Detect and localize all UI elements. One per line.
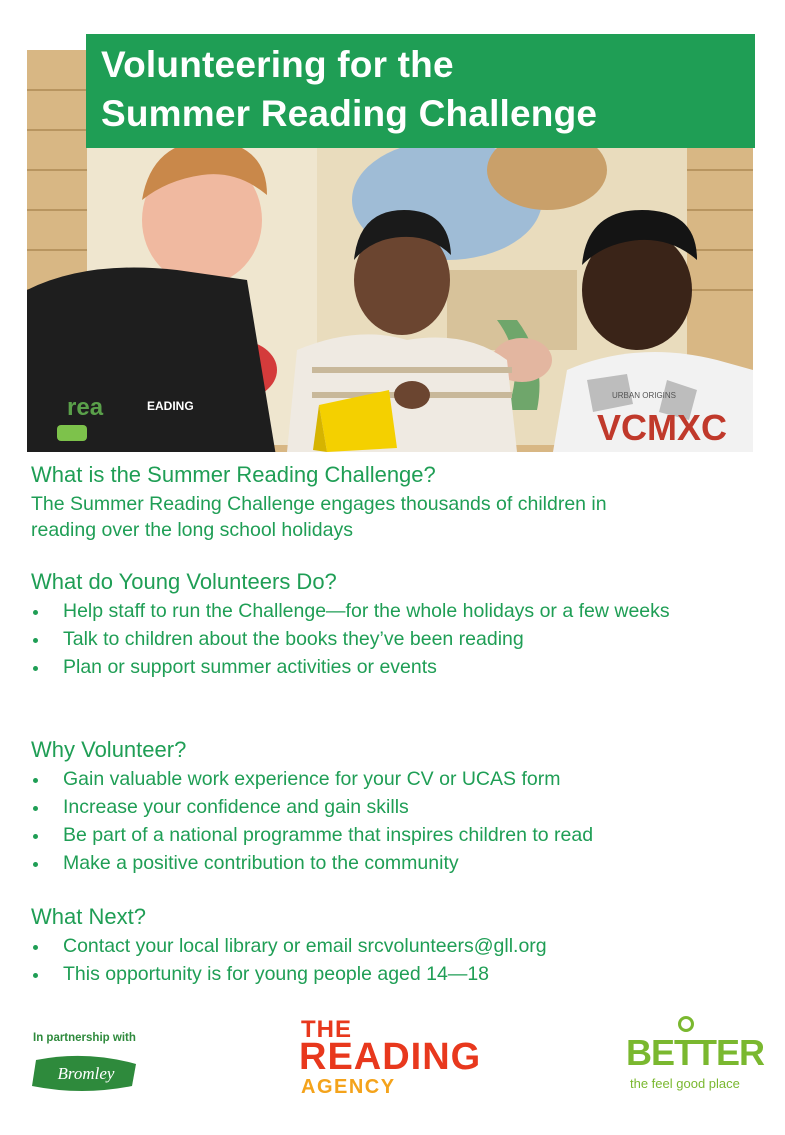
footer-logos — [0, 1010, 785, 1120]
reading-agency-agency: AGENCY — [301, 1076, 396, 1098]
list-item-text: Increase your confidence and gain skills — [63, 796, 409, 818]
boy-shirt-text: VCMXC — [597, 407, 728, 448]
better-logo — [622, 1014, 764, 1104]
bullet-icon — [33, 666, 38, 671]
list-item-text: Make a positive contribution to the community — [63, 852, 459, 874]
list-item — [31, 795, 761, 820]
list-item-text: This opportunity is for young people aged 14—18 — [63, 963, 490, 985]
better-logo-word: BETTER — [626, 1032, 764, 1073]
bullet-icon — [33, 610, 38, 615]
adult-shirt-text: EADING — [147, 399, 194, 413]
bullet-icon — [33, 638, 38, 643]
list-item-text: Talk to children about the books they’ve been reading — [63, 628, 524, 650]
partnership-label: In partnership with — [33, 1032, 136, 1044]
better-tagline: the feel good place — [630, 1076, 740, 1091]
list-item — [31, 655, 761, 680]
bullet-list — [31, 599, 761, 680]
section-heading: What do Young Volunteers Do? — [31, 569, 337, 594]
bullet-icon — [33, 862, 38, 867]
list-item-text: Be part of a national programme that inspires children to read — [63, 824, 594, 846]
bullet-list — [31, 767, 761, 876]
list-item — [31, 767, 761, 792]
list-item-text: Contact your local library or email srcvolunteers@gll.org — [63, 935, 547, 957]
section-heading: What is the Summer Reading Challenge? — [31, 462, 436, 487]
bullet-icon — [33, 945, 38, 950]
bullet-list — [31, 934, 761, 987]
list-item-text: Gain valuable work experience for your CV or UCAS form — [63, 768, 561, 790]
list-item — [31, 599, 761, 624]
section-what-is — [31, 462, 761, 543]
bullet-icon — [33, 834, 38, 839]
title-banner — [86, 34, 755, 148]
bullet-icon — [33, 806, 38, 811]
bullet-icon — [33, 973, 38, 978]
list-item — [31, 934, 761, 959]
bromley-logo — [32, 1052, 140, 1096]
bromley-logo-text: Bromley — [57, 1064, 115, 1083]
section-what-next — [31, 904, 761, 990]
boy-shirt-small-text: URBAN ORIGINS — [612, 391, 677, 400]
adult-shirt-logo: rea — [67, 394, 104, 421]
list-item — [31, 851, 761, 876]
section-body — [31, 491, 761, 543]
reading-agency-the: THE — [301, 1016, 352, 1043]
reading-agency-reading: READING — [299, 1036, 482, 1078]
list-item-text: Help staff to run the Challenge—for the whole holidays or a few weeks — [63, 600, 670, 622]
page-title-line-1: Volunteering for the — [101, 44, 454, 85]
list-item — [31, 823, 761, 848]
section-heading: What Next? — [31, 904, 146, 929]
better-logo-circle-icon — [678, 1016, 694, 1032]
list-item — [31, 627, 761, 652]
section-body-line-2: reading over the long school holidays — [31, 519, 353, 541]
section-heading: Why Volunteer? — [31, 737, 187, 762]
list-item-text: Plan or support summer activities or events — [63, 656, 437, 678]
section-body-line-1: The Summer Reading Challenge engages thousands of children in — [31, 493, 607, 515]
list-item — [31, 962, 761, 987]
bullet-icon — [33, 778, 38, 783]
section-why-volunteer — [31, 737, 761, 879]
reading-agency-logo — [297, 1016, 482, 1106]
section-what-do — [31, 569, 761, 683]
page-title-line-2: Summer Reading Challenge — [101, 93, 598, 134]
